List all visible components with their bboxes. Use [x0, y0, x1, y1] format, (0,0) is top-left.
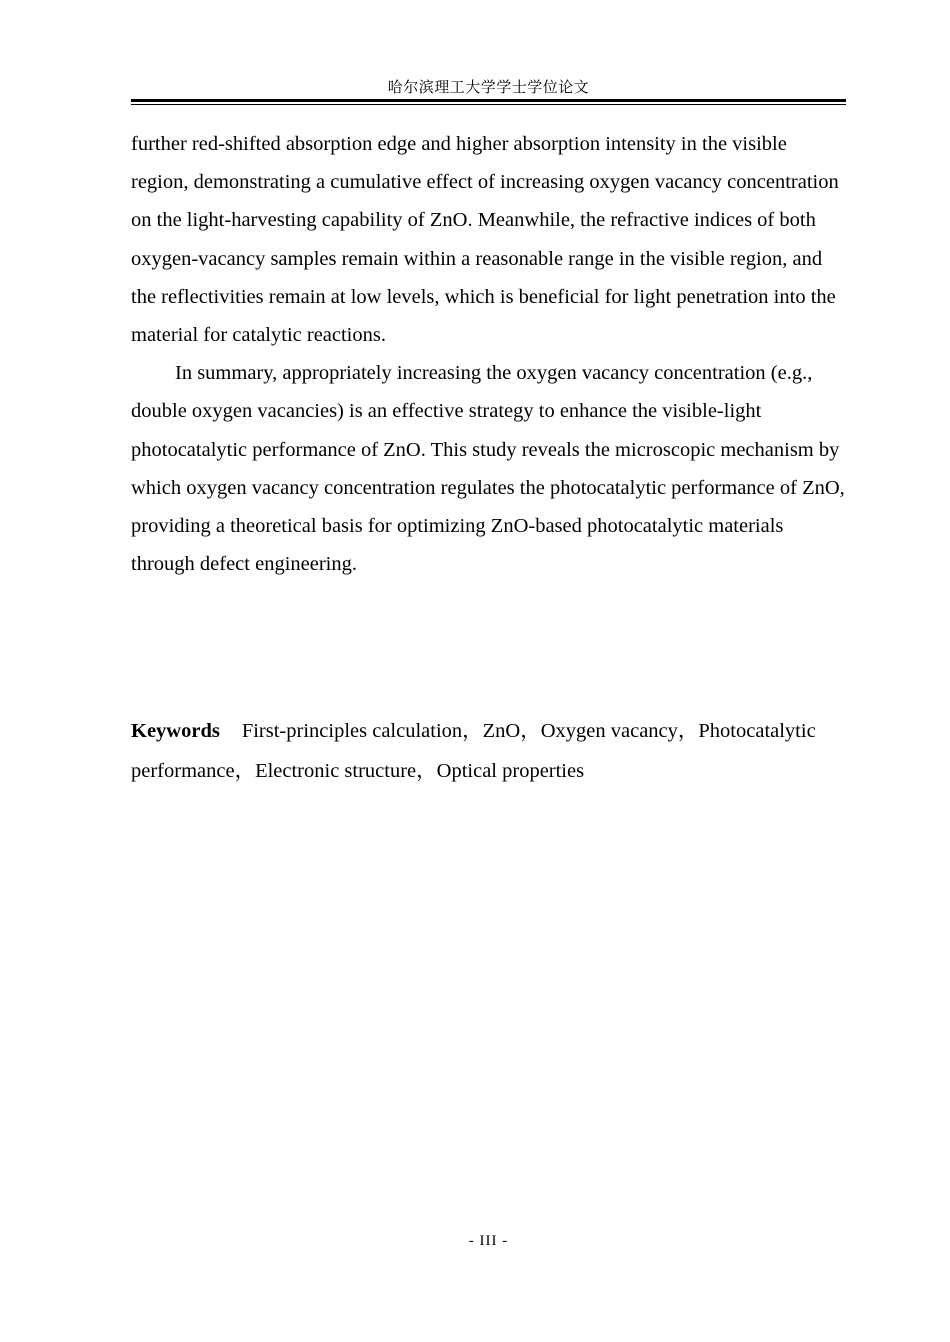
- header-rule-thick: [131, 99, 846, 102]
- header-rule-thin: [131, 104, 846, 105]
- body-paragraph-1: further red-shifted absorption edge and higher absorption intensity in the visible region, demonstrating a cumulative effect of increasing oxygen vacancy concentration on the light-harvesting capability of ZnO. Meanwhile, the refractive indices of both oxygen-vacancy samples remain within a reasonable range in the visible region, and the reflectivities remain at low levels, which is beneficial for light penetration into the material for catalytic reactions.: [131, 133, 839, 347]
- body-text: [131, 125, 846, 583]
- page-number: - III -: [468, 1233, 509, 1249]
- body-paragraph-2: In summary, appropriately increasing the oxygen vacancy concentration (e.g., double oxygen vacancies) is an effective strategy to enhance the visible-light photocatalytic performance of ZnO. This study reveals the microscopic mechanism by which oxygen vacancy concentration regulates the photocatalytic performance of ZnO, providing a theoretical basis for optimizing ZnO-based photocatalytic materials through defect engineering.: [131, 362, 845, 576]
- keywords-block: [131, 711, 846, 791]
- keywords-terms: First-principles calculation，ZnO，Oxygen vacancy，Photocatalytic performance，Electronic structure，Optical properties: [131, 720, 816, 782]
- keywords-label: Keywords: [131, 720, 220, 742]
- running-header-title: 哈尔滨理工大学学士学位论文: [387, 80, 590, 96]
